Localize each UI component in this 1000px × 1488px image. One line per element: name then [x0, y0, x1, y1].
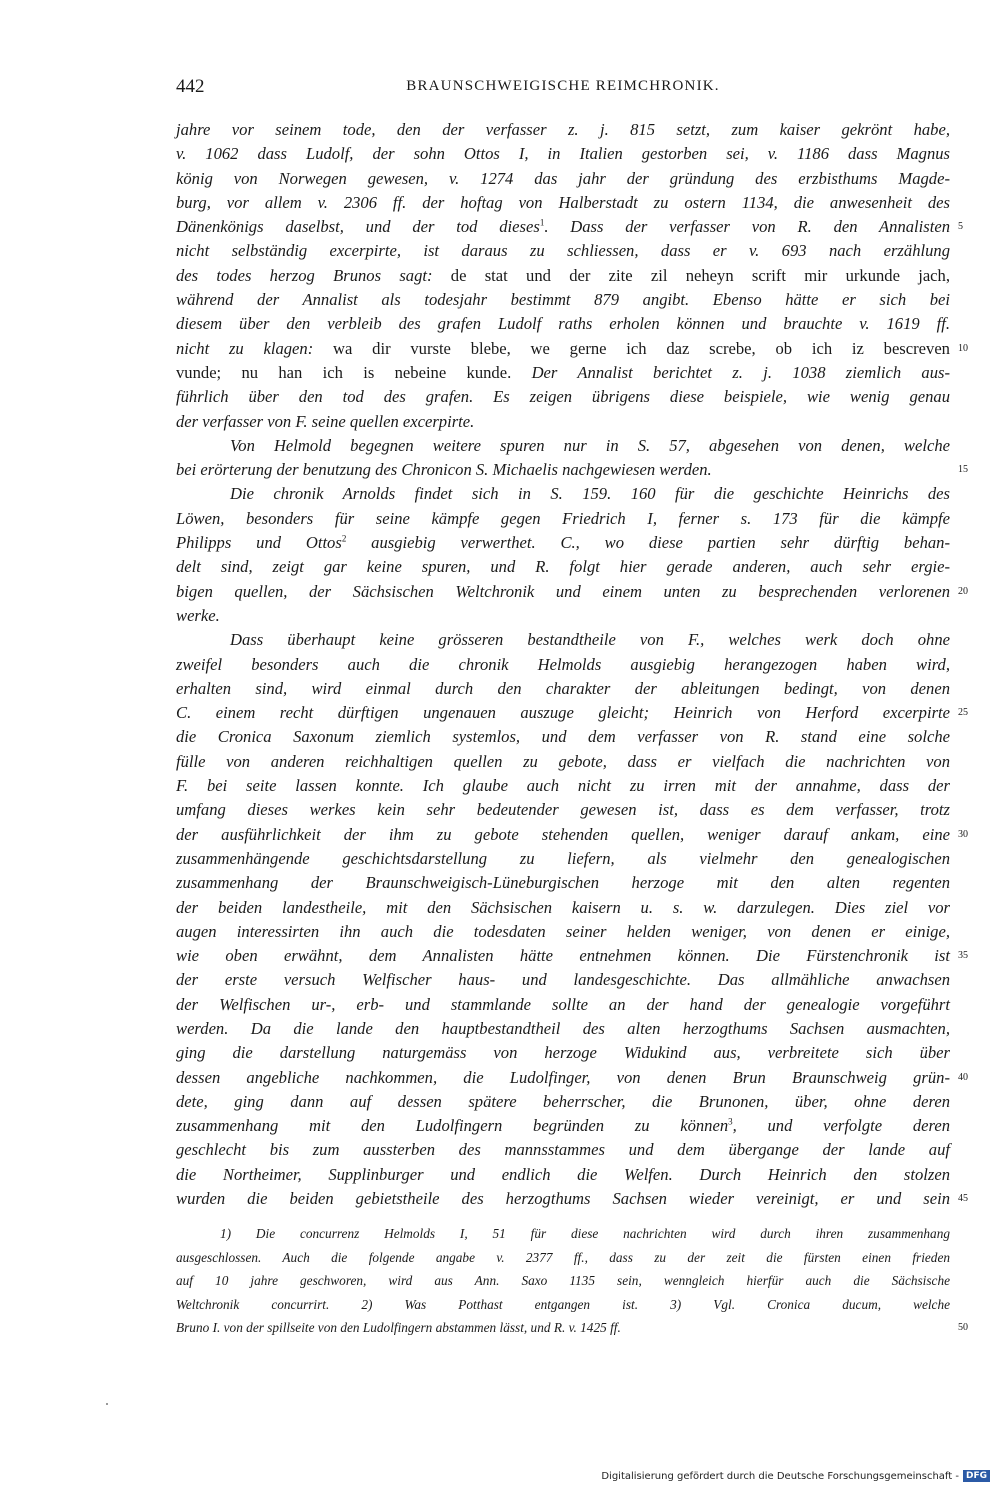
line-number: 15 — [958, 464, 968, 476]
text-line: dete, ging dann auf dessen spätere beherrscher, die Brunonen, über, ohne deren — [176, 1091, 950, 1111]
line-number: 20 — [958, 585, 968, 597]
line-number: 50 — [958, 1322, 968, 1333]
footnote-line: Weltchronik concurrirt. 2) Was Potthast entgangen ist. 3) Vgl. Cronica ducum, welche — [176, 1296, 950, 1312]
text-line: des todes herzog Brunos sagt: de stat und der zite zil neheyn scrift mir urkunde jach, — [176, 265, 950, 285]
footnote-line: ausgeschlossen. Auch die folgende angabe v. 2377 ff., dass zu der zeit die fürsten einen frieden — [176, 1249, 950, 1265]
page-header — [176, 76, 950, 104]
text-line: v. 1062 dass Ludolf, der sohn Ottos I, in Italien gestorben sei, v. 1186 dass Magnus — [176, 144, 950, 164]
quoted-verse: wa dir vurste blebe, we gerne ich daz screbe, ob ich iz bescreven — [333, 338, 950, 358]
text-line: zusammenhängende geschichtsdarstellung zu liefern, als vielmehr den genealogischen — [176, 848, 950, 868]
footnote-mark: 3 — [728, 1116, 733, 1127]
line-number: 10 — [958, 342, 968, 354]
text-line: fülle von anderen reichhaltigen quellen zu gebote, dass er vielfach die nachrichten von — [176, 751, 950, 771]
page-number: 442 — [176, 76, 205, 97]
text-line: vunde; nu han ich is nebeine kunde. Der Annalist berichtet z. j. 1038 ziemlich aus- — [176, 362, 951, 382]
footnote-line: Bruno I. von der spillseite von den Ludolfingern abstammen lässt, und R. v. 1425 ff. 50 — [176, 1316, 950, 1340]
text-line: die Cronica Saxonum ziemlich systemlos, und dem verfasser von R. stand eine solche — [176, 727, 950, 747]
text-line: jahre vor seinem tode, den der verfasser z. j. 815 setzt, zum kaiser gekrönt habe, — [176, 120, 950, 139]
text-line: delt sind, zeigt gar keine spuren, und R. folgt hier gerade anderen, auch sehr ergie- — [176, 557, 950, 577]
text-line: der beiden landestheile, mit den Sächsischen kaisern u. s. w. darzulegen. Dies ziel vor — [176, 897, 950, 917]
text-line: werden. Da die lande den hauptbestandtheil des alten herzogthums Sachsen ausmachten, — [176, 1018, 950, 1038]
quoted-verse: de stat und der zite zil neheyn scrift mir urkunde jach, — [450, 265, 950, 285]
text-line: Löwen, besonders für seine kämpfe gegen Friedrich I, ferner s. 173 für die kämpfe — [176, 508, 950, 528]
footnote-mark: 2 — [341, 533, 347, 544]
text-line: Dänenkönigs daselbst, und der tod dieses$^1$. Dass der verfasser von R. den Annalisten 5 — [176, 215, 950, 239]
text-line: der verfasser von F. seine quellen excerpirte. — [176, 411, 475, 431]
text-line: der Welfischen ur-, erb- und stammlande sollte an der hand der genealogie vorgeführt — [176, 994, 950, 1014]
text-line: C. einem recht dürftigen ungenauen auszuge gleicht; Heinrich von Herford excerpirte 25 — [176, 701, 950, 725]
main-text — [176, 118, 968, 1211]
quoted-verse: vunde; nu han ich is nebeine kunde. — [176, 362, 512, 382]
text-line: wie oben erwähnt, dem Annalisten hätte entnehmen können. Die Fürstenchronik ist 35 — [176, 944, 950, 968]
text-line: die Northeimer, Supplinburger und endlich die Welfen. Durch Heinrich den stolzen — [176, 1164, 950, 1184]
footer-credit: Digitalisierung gefördert durch die Deutsche Forschungsgemeinschaft - — [601, 1470, 959, 1482]
text-line: geschlecht bis zum aussterben des mannsstammes und dem übergange der lande auf — [176, 1140, 950, 1160]
footnote-line: auf 10 jahre geschworen, wird aus Ann. Saxo 1135 sein, wenngleich hierfür auch die Sächsische — [176, 1273, 950, 1288]
text-line: nicht zu klagen: wa dir vurste blebe, we gerne ich daz screbe, ob ich iz bescreven 10 — [176, 337, 950, 361]
running-title: BRAUNSCHWEIGISCHE REIMCHRONIK. — [406, 78, 720, 94]
text-line: der ausführlichkeit der ihm zu gebote stehenden quellen, weniger darauf ankam, eine 30 — [176, 823, 950, 847]
text-line: zusammenhang mit den Ludolfingern begründen zu können$^3$, und verfolgte deren — [176, 1116, 950, 1136]
text-line: Dass überhaupt keine grösseren bestandtheile von F., welches werk doch ohne — [230, 630, 950, 650]
line-number: 45 — [958, 1193, 968, 1205]
line-number: 40 — [958, 1071, 968, 1083]
text-line: burg, vor allem v. 2306 ff. der hoftag von Halberstadt zu ostern 1134, die anwesenheit des — [176, 192, 950, 212]
digitization-footer — [601, 1468, 990, 1484]
dfg-logo: DFG — [963, 1470, 990, 1482]
scan-speck — [106, 1403, 108, 1405]
text-line: könig von Norwegen gewesen, v. 1274 das jahr der gründung des erzbisthums Magde- — [176, 168, 950, 188]
text-line: nicht selbständig excerpirte, ist daraus zu schliessen, dass er v. 693 nach erzählung — [176, 241, 950, 261]
text-line: diesem über den verbleib des grafen Ludolf raths erholen können und brauchte v. 1619 ff. — [176, 314, 950, 334]
text-line: Von Helmold begegnen weitere spuren nur in S. 57, abgesehen von denen, welche — [230, 435, 950, 455]
text-line: erhalten sind, wird einmal durch den charakter der ableitungen bedingt, von denen — [176, 678, 950, 698]
text-line: augen interessirten ihn auch die todesdaten seiner helden weniger, von denen er einige, — [176, 921, 950, 941]
text-line: werke. — [176, 605, 220, 625]
line-number: 25 — [958, 707, 968, 719]
footnote-line: 1) Die concurrenz Helmolds I, 51 für diese nachrichten wird durch ihren zusammenhang — [220, 1226, 950, 1241]
text-line: führlich über den tod des grafen. Es zeigen übrigens diese beispiele, wie wenig genau — [176, 387, 950, 407]
text-line: dessen angebliche nachkommen, die Ludolfinger, von denen Brun Braunschweig grün- 40 — [176, 1066, 950, 1090]
footnote-mark: 1 — [539, 217, 545, 228]
line-number: 30 — [958, 828, 968, 840]
text-line: zusammenhang der Braunschweigisch-Lüneburgischen herzoge mit den alten regenten — [176, 873, 950, 893]
text-line: bei erörterung der benutzung des Chronicon S. Michaelis nachgewiesen werden. 15 — [176, 458, 950, 482]
line-number: 5 — [958, 221, 963, 233]
text-line: zweifel besonders auch die chronik Helmolds ausgiebig herangezogen haben wird, — [176, 654, 950, 674]
footnotes — [176, 1222, 968, 1340]
line-number: 35 — [958, 950, 968, 962]
text-line: bigen quellen, der Sächsischen Weltchronik und einem unten zu besprechenden verlorenen 20 — [176, 580, 950, 604]
text-line: umfang dieses werkes kein sehr bedeutender gewesen ist, dass es dem verfasser, trotz — [176, 800, 950, 820]
text-line: ging die darstellung naturgemäss von herzoge Widukind aus, verbreitete sich über — [176, 1043, 950, 1063]
text-line: während der Annalist als todesjahr bestimmt 879 angibt. Ebenso hätte er sich bei — [176, 290, 950, 310]
text-line: F. bei seite lassen konnte. Ich glaube auch nicht zu irren mit der annahme, dass der — [176, 776, 950, 796]
text-line: der erste versuch Welfischer haus- und landesgeschichte. Das allmähliche anwachsen — [176, 970, 950, 990]
text-line: Philipps und Ottos$^2$ ausgiebig verwerthet. C., wo diese partien sehr dürftig behan- — [176, 533, 950, 553]
text-line: Die chronik Arnolds findet sich in S. 159. 160 für die geschichte Heinrichs des — [230, 484, 950, 504]
text-line: wurden die beiden gebietstheile des herzogthums Sachsen wieder vereinigt, er und sein 45 — [176, 1187, 950, 1211]
